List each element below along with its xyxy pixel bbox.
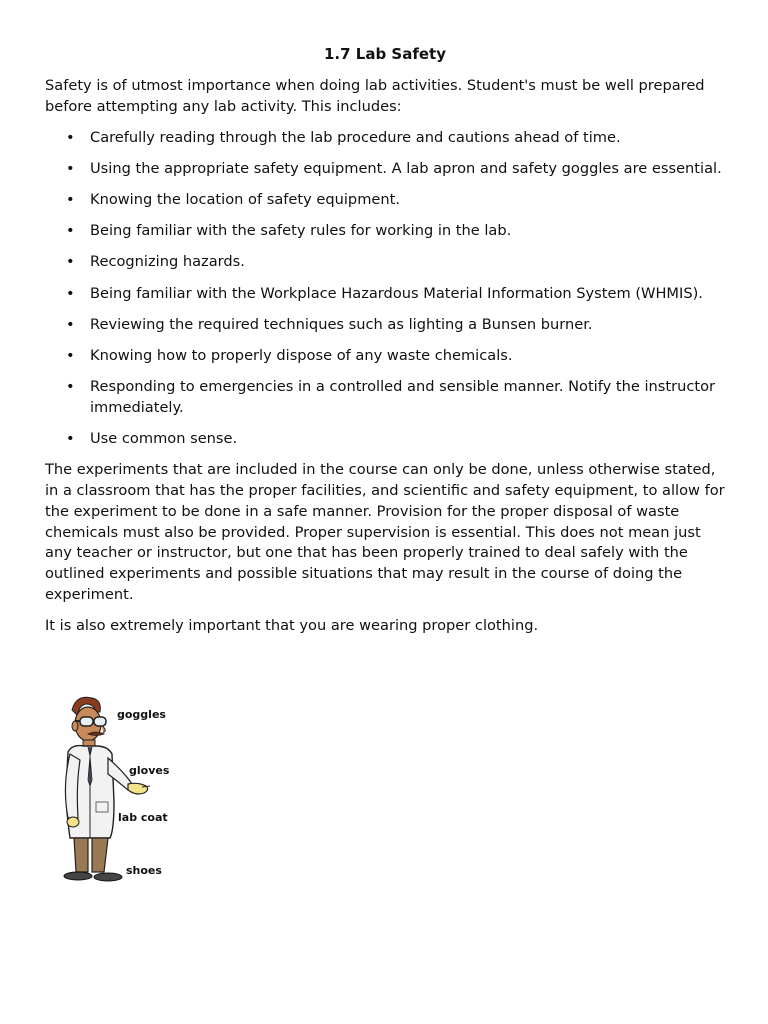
bullet-icon: • [66, 315, 75, 333]
label-shoes: shoes [126, 864, 162, 877]
bullet-icon: • [66, 159, 75, 177]
scientist-figure [58, 690, 188, 886]
lab-safety-illustration [58, 690, 188, 886]
bullet-icon: • [66, 346, 75, 364]
list-item-text: Responding to emergencies in a controlled and sensible manner. Notify the instructor immediately. [90, 378, 716, 416]
page-title: 1.7 Lab Safety [323, 45, 446, 63]
bullet-icon: • [66, 222, 75, 240]
list-item-text: Recognizing hazards. [90, 253, 245, 271]
list-item [45, 252, 725, 273]
list-item-text: Being familiar with the Workplace Hazardous Material Information System (WHMIS). [90, 284, 703, 302]
safety-list [45, 128, 725, 450]
list-item-text: Carefully reading through the lab procedure and cautions ahead of time. [90, 128, 621, 146]
list-item [45, 128, 725, 149]
gloves-icon [128, 783, 150, 794]
pants [74, 838, 88, 872]
intro-paragraph: Safety is of utmost importance when doing lab activities. Student's must be well prepared before attempting any lab activity. This includes: [45, 77, 705, 115]
list-item-text: Being familiar with the safety rules for working in the lab. [90, 222, 512, 240]
list-item-text: Use common sense. [90, 430, 238, 448]
list-item-text: Reviewing the required techniques such as lighting a Bunsen burner. [90, 315, 593, 333]
list-item-text: Using the appropriate safety equipment. A lab apron and safety goggles are essential. [90, 159, 722, 177]
list-item [45, 159, 725, 180]
list-item [45, 284, 725, 305]
bullet-icon: • [66, 378, 75, 396]
bullet-icon: • [66, 128, 75, 146]
list-item-text: Knowing how to properly dispose of any waste chemicals. [90, 346, 513, 364]
shoes-icon [64, 872, 122, 881]
facilities-paragraph: The experiments that are included in the course can only be done, unless otherwise stated, in a classroom that has the proper facilities, and scientific and safety equipment, to allow for the experiment to be done in a safe manner. Provision for the proper disposal of waste chemicals must also be provided. Proper supervision is essential. This does not mean just any teacher or instructor, but one that has been properly trained to deal safely with the outlined experiments and possible situations that may result in the course of doing the experiment. [45, 461, 725, 604]
clothing-paragraph: It is also extremely important that you are wearing proper clothing. [45, 616, 539, 634]
label-lab-coat: lab coat [118, 811, 168, 824]
bullet-icon: • [66, 190, 75, 208]
bullet-icon: • [66, 430, 75, 448]
list-item-text: Knowing the location of safety equipment. [90, 190, 401, 208]
document-page [45, 44, 725, 647]
list-item [45, 190, 725, 211]
list-item [45, 346, 725, 367]
list-item [45, 377, 725, 419]
list-item [45, 429, 725, 450]
bullet-icon: • [66, 253, 75, 271]
list-item [45, 221, 725, 242]
label-gloves: gloves [129, 764, 170, 777]
label-goggles: goggles [117, 708, 166, 721]
bullet-icon: • [66, 284, 75, 302]
list-item [45, 315, 725, 336]
